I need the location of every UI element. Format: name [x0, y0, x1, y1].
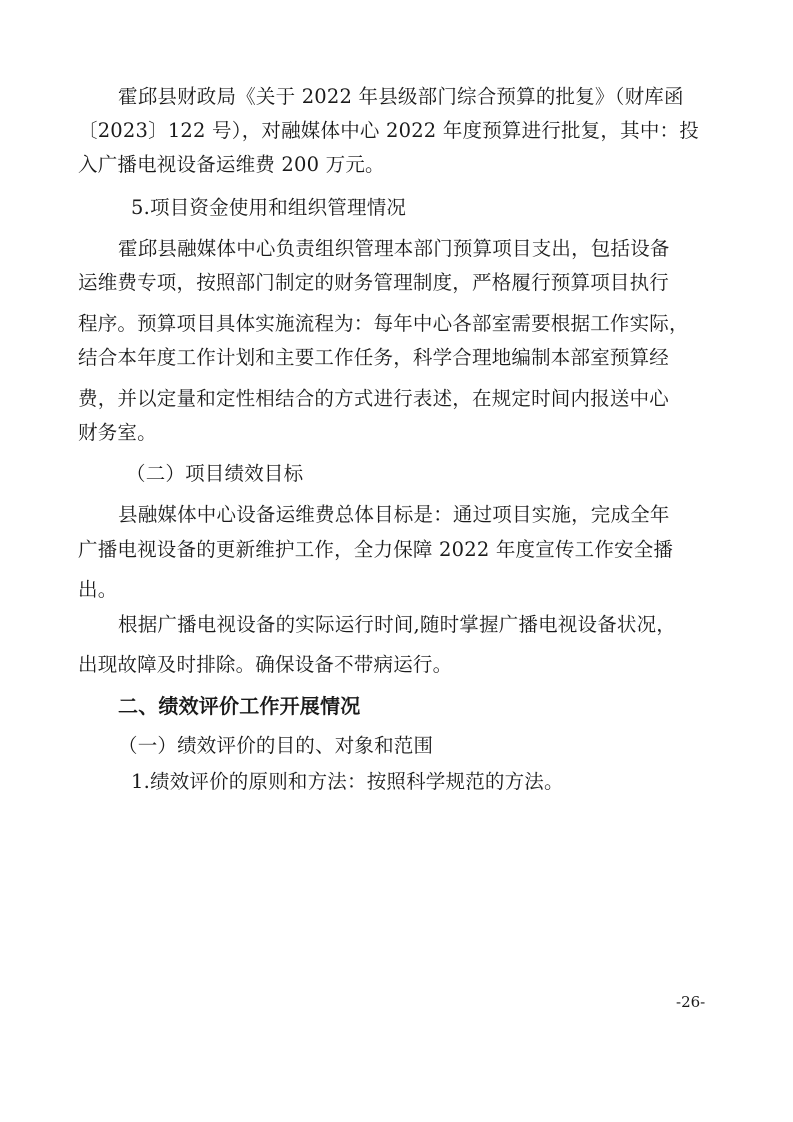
paragraph-line: 〔2023〕122 号），对融媒体中心 2022 年度预算进行批复，其中：投: [78, 119, 699, 142]
paragraph-line: 出。: [78, 578, 118, 601]
paragraph-line: 根据广播电视设备的实际运行时间,随时掌握广播电视设备状况，: [118, 613, 676, 636]
subheading-evaluation-scope: （一）绩效评价的目的、对象和范围: [118, 734, 434, 757]
paragraph-line: 运维费专项，按照部门制定的财务管理制度，严格履行预算项目执行: [78, 271, 670, 294]
paragraph-line: 霍邱县财政局《关于 2022 年县级部门综合预算的批复》（财库函: [118, 85, 684, 108]
subheading-funds-management: 5.项目资金使用和组织管理情况: [131, 196, 407, 219]
paragraph-line: 程序。预算项目具体实施流程为：每年中心各部室需要根据工作实际，: [78, 312, 689, 335]
paragraph-line: 费，并以定量和定性相结合的方式进行表述，在规定时间内报送中心: [78, 387, 670, 410]
paragraph-line: 县融媒体中心设备运维费总体目标是：通过项目实施，完成全年: [118, 503, 670, 526]
paragraph-line: 入广播电视设备运维费 200 万元。: [78, 153, 385, 176]
paragraph-line: 出现故障及时排除。确保设备不带病运行。: [78, 653, 453, 676]
paragraph-line: 结合本年度工作计划和主要工作任务，科学合理地编制本部室预算经: [78, 346, 670, 369]
list-item: 1.绩效评价的原则和方法：按照科学规范的方法。: [131, 770, 564, 793]
subheading-performance-goals: （二）项目绩效目标: [126, 462, 304, 485]
page-number: -26-: [676, 993, 706, 1011]
paragraph-line: 霍邱县融媒体中心负责组织管理本部门预算项目支出，包括设备: [118, 237, 670, 260]
paragraph-line: 财务室。: [78, 421, 157, 444]
section-heading: 二、绩效评价工作开展情况: [118, 694, 361, 718]
paragraph-line: 广播电视设备的更新维护工作，全力保障 2022 年度宣传工作安全播: [78, 538, 674, 561]
